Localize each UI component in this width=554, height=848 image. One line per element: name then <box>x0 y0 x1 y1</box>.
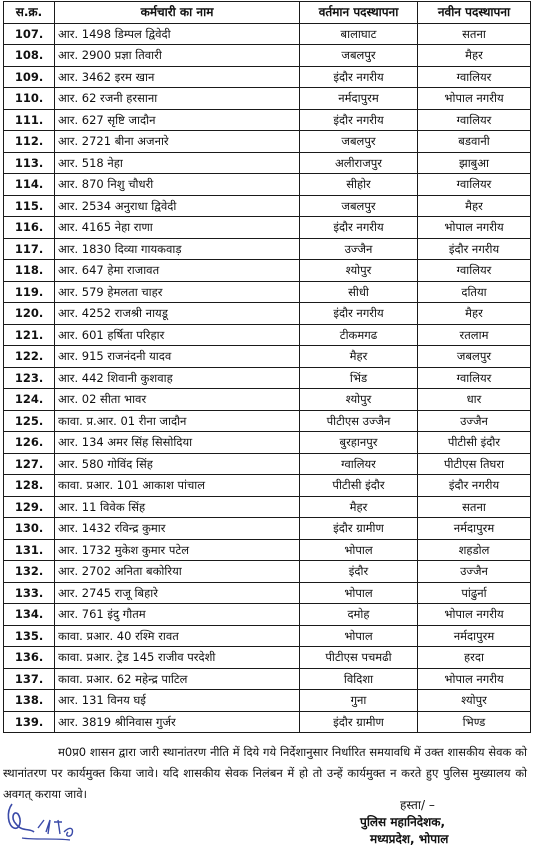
serial-cell: 109. <box>4 66 55 88</box>
table-row <box>4 389 531 411</box>
serial-cell: 136. <box>4 647 55 669</box>
serial-cell: 107. <box>4 23 55 45</box>
new-posting-cell: दतिया <box>418 281 531 303</box>
employee-name-cell: आर. 3819 श्रीनिवास गुर्जर <box>55 711 300 733</box>
employee-name-cell: आर. 2534 अनुराधा द्विवेदी <box>55 195 300 217</box>
current-posting-cell: बुरहानपुर <box>300 432 418 454</box>
current-posting-cell: विदिशा <box>300 668 418 690</box>
employee-name-cell: कावा. प्रआर. 101 आकाश पांचाल <box>55 475 300 497</box>
table-row <box>4 281 531 303</box>
current-posting-cell: जबलपुर <box>300 131 418 153</box>
new-posting-cell: बडवानी <box>418 131 531 153</box>
table-row <box>4 66 531 88</box>
new-posting-cell: भोपाल नगरीय <box>418 604 531 626</box>
employee-name-cell: आर. 1830 दिव्या गायकवाड़ <box>55 238 300 260</box>
employee-name-cell: आर. 580 गोविंद सिंह <box>55 453 300 475</box>
serial-cell: 132. <box>4 561 55 583</box>
table-row <box>4 303 531 325</box>
employee-name-cell: कावा. प्रआर. ट्रेड 145 राजीव परदेशी <box>55 647 300 669</box>
table-row <box>4 367 531 389</box>
employee-name-cell: आर. 442 शिवानी कुशवाह <box>55 367 300 389</box>
instruction-note <box>3 742 527 805</box>
current-posting-cell: दमोह <box>300 604 418 626</box>
table-row <box>4 410 531 432</box>
table-row <box>4 238 531 260</box>
current-posting-cell: इंदौर नगरीय <box>300 109 418 131</box>
table-row <box>4 647 531 669</box>
signatory-designation: पुलिस महानिदेशक, <box>360 815 446 829</box>
table-row <box>4 45 531 67</box>
employee-name-cell: आर. 131 विनय घई <box>55 690 300 712</box>
table-row <box>4 518 531 540</box>
table-row <box>4 217 531 239</box>
table-row <box>4 324 531 346</box>
table-row <box>4 346 531 368</box>
serial-cell: 117. <box>4 238 55 260</box>
serial-cell: 130. <box>4 518 55 540</box>
current-posting-cell: इंदौर नगरीय <box>300 303 418 325</box>
transfer-table <box>3 1 531 733</box>
current-posting-cell: इंदौर ग्रामीण <box>300 518 418 540</box>
current-posting-cell: भोपाल <box>300 539 418 561</box>
new-posting-cell: धार <box>418 389 531 411</box>
employee-name-cell: आर. 1732 मुकेश कुमार पटेल <box>55 539 300 561</box>
table-row <box>4 690 531 712</box>
table-row <box>4 260 531 282</box>
new-posting-cell: हरदा <box>418 647 531 669</box>
employee-name-cell: आर. 579 हेमलता चाहर <box>55 281 300 303</box>
table-row <box>4 88 531 110</box>
current-posting-cell: जबलपुर <box>300 45 418 67</box>
table-row <box>4 561 531 583</box>
serial-cell: 138. <box>4 690 55 712</box>
new-posting-cell: जबलपुर <box>418 346 531 368</box>
serial-cell: 116. <box>4 217 55 239</box>
handwritten-signature <box>4 798 84 846</box>
current-posting-cell: श्योपुर <box>300 389 418 411</box>
table-row <box>4 604 531 626</box>
new-posting-cell: पीटीएस तिघरा <box>418 453 531 475</box>
employee-name-cell: आर. 4165 नेहा राणा <box>55 217 300 239</box>
new-posting-cell: नर्मदापुरम <box>418 625 531 647</box>
serial-cell: 121. <box>4 324 55 346</box>
current-posting-cell: मैहर <box>300 346 418 368</box>
employee-name-cell: आर. 870 निशु चौधरी <box>55 174 300 196</box>
serial-cell: 137. <box>4 668 55 690</box>
new-posting-cell: मैहर <box>418 195 531 217</box>
table-row <box>4 453 531 475</box>
employee-name-cell: आर. 2745 राजू बिहारे <box>55 582 300 604</box>
header-new-posting: नवीन पदस्थापना <box>418 2 531 24</box>
employee-name-cell: आर. 518 नेहा <box>55 152 300 174</box>
table-row <box>4 582 531 604</box>
new-posting-cell: उज्जैन <box>418 410 531 432</box>
serial-cell: 122. <box>4 346 55 368</box>
serial-cell: 126. <box>4 432 55 454</box>
new-posting-cell: मैहर <box>418 303 531 325</box>
header-current-posting: वर्तमान पदस्थापना <box>300 2 418 24</box>
new-posting-cell: मैहर <box>418 45 531 67</box>
current-posting-cell: अलीराजपुर <box>300 152 418 174</box>
table-row <box>4 496 531 518</box>
employee-name-cell: कावा. प्रआर. 62 महेन्द्र पाटिल <box>55 668 300 690</box>
new-posting-cell: झाबुआ <box>418 152 531 174</box>
serial-cell: 133. <box>4 582 55 604</box>
current-posting-cell: जबलपुर <box>300 195 418 217</box>
current-posting-cell: इंदौर <box>300 561 418 583</box>
employee-name-cell: आर. 2721 बीना अजनारे <box>55 131 300 153</box>
employee-name-cell: आर. 11 विवेक सिंह <box>55 496 300 518</box>
employee-name-cell: आर. 62 रजनी हरसाना <box>55 88 300 110</box>
table-row <box>4 475 531 497</box>
header-employee-name: कर्मचारी का नाम <box>55 2 300 24</box>
new-posting-cell: पीटीसी इंदौर <box>418 432 531 454</box>
serial-cell: 114. <box>4 174 55 196</box>
new-posting-cell: श्योपुर <box>418 690 531 712</box>
new-posting-cell: भोपाल नगरीय <box>418 668 531 690</box>
serial-cell: 120. <box>4 303 55 325</box>
table-row <box>4 174 531 196</box>
new-posting-cell: सतना <box>418 496 531 518</box>
serial-cell: 118. <box>4 260 55 282</box>
new-posting-cell: भिण्ड <box>418 711 531 733</box>
new-posting-cell: सतना <box>418 23 531 45</box>
table-row <box>4 711 531 733</box>
employee-name-cell: आर. 627 सृष्टि जादौन <box>55 109 300 131</box>
serial-cell: 110. <box>4 88 55 110</box>
current-posting-cell: इंदौर ग्रामीण <box>300 711 418 733</box>
new-posting-cell: ग्वालियर <box>418 174 531 196</box>
signature-label: हस्ता/ – <box>400 798 435 812</box>
current-posting-cell: नर्मदापुरम <box>300 88 418 110</box>
serial-cell: 119. <box>4 281 55 303</box>
serial-cell: 125. <box>4 410 55 432</box>
serial-cell: 139. <box>4 711 55 733</box>
new-posting-cell: नर्मदापुरम <box>418 518 531 540</box>
serial-cell: 134. <box>4 604 55 626</box>
current-posting-cell: पीटीसी इंदौर <box>300 475 418 497</box>
employee-name-cell: आर. 1432 रविन्द्र कुमार <box>55 518 300 540</box>
new-posting-cell: ग्वालियर <box>418 109 531 131</box>
current-posting-cell: इंदौर नगरीय <box>300 66 418 88</box>
employee-name-cell: आर. 915 राजनंदनी यादव <box>55 346 300 368</box>
serial-cell: 115. <box>4 195 55 217</box>
new-posting-cell: भोपाल नगरीय <box>418 217 531 239</box>
employee-name-cell: आर. 761 इंदु गौतम <box>55 604 300 626</box>
table-header-row <box>4 2 531 24</box>
serial-cell: 124. <box>4 389 55 411</box>
employee-name-cell: आर. 647 हेमा राजावत <box>55 260 300 282</box>
employee-name-cell: आर. 3462 इरम खान <box>55 66 300 88</box>
current-posting-cell: उज्जैन <box>300 238 418 260</box>
new-posting-cell: रतलाम <box>418 324 531 346</box>
table-row <box>4 625 531 647</box>
current-posting-cell: भोपाल <box>300 582 418 604</box>
current-posting-cell: टीकमगढ <box>300 324 418 346</box>
employee-name-cell: आर. 134 अमर सिंह सिसोदिया <box>55 432 300 454</box>
table-row <box>4 432 531 454</box>
table-row <box>4 131 531 153</box>
table-row <box>4 109 531 131</box>
employee-name-cell: कावा. प्रआर. 40 रश्मि रावत <box>55 625 300 647</box>
current-posting-cell: बालाघाट <box>300 23 418 45</box>
employee-name-cell: आर. 1498 डिम्पल द्विवेदी <box>55 23 300 45</box>
new-posting-cell: ग्वालियर <box>418 66 531 88</box>
employee-name-cell: आर. 601 हर्षिता परिहार <box>55 324 300 346</box>
new-posting-cell: शहडोल <box>418 539 531 561</box>
employee-name-cell: आर. 2702 अनिता बकोरिया <box>55 561 300 583</box>
serial-cell: 108. <box>4 45 55 67</box>
serial-cell: 129. <box>4 496 55 518</box>
new-posting-cell: भोपाल नगरीय <box>418 88 531 110</box>
table-row <box>4 23 531 45</box>
current-posting-cell: भोपाल <box>300 625 418 647</box>
current-posting-cell: पीटीएस उज्जैन <box>300 410 418 432</box>
header-serial: स.क्र. <box>4 2 55 24</box>
current-posting-cell: गुना <box>300 690 418 712</box>
note-text: म0प्र0 शासन द्वारा जारी स्थानांतरण नीति में दिये गये निर्देशानुसार निर्धारित समयावधि में उक्त शासकीय सेवक को स्थानांतरण पर कार्यमुक्त किया जावे। यदि शासकीय सेवक निलंबन में हो तो उन्हें कार्यमुक्त न करते हुए पुलिस मुख्यालय को अवगत् कराया जावे। <box>3 745 527 801</box>
new-posting-cell: ग्वालियर <box>418 367 531 389</box>
employee-name-cell: आर. 4252 राजश्री नायडू <box>55 303 300 325</box>
serial-cell: 123. <box>4 367 55 389</box>
serial-cell: 127. <box>4 453 55 475</box>
table-row <box>4 539 531 561</box>
table-row <box>4 195 531 217</box>
table-body <box>4 23 531 733</box>
current-posting-cell: सीहोर <box>300 174 418 196</box>
current-posting-cell: श्योपुर <box>300 260 418 282</box>
current-posting-cell: इंदौर नगरीय <box>300 217 418 239</box>
employee-name-cell: आर. 2900 प्रज्ञा तिवारी <box>55 45 300 67</box>
table-row <box>4 668 531 690</box>
serial-cell: 111. <box>4 109 55 131</box>
new-posting-cell: पांढुर्ना <box>418 582 531 604</box>
table-row <box>4 152 531 174</box>
new-posting-cell: उज्जैन <box>418 561 531 583</box>
serial-cell: 113. <box>4 152 55 174</box>
employee-name-cell: कावा. प्र.आर. 01 रीना जादौन <box>55 410 300 432</box>
current-posting-cell: मैहर <box>300 496 418 518</box>
new-posting-cell: ग्वालियर <box>418 260 531 282</box>
current-posting-cell: सीधी <box>300 281 418 303</box>
new-posting-cell: इंदौर नगरीय <box>418 238 531 260</box>
serial-cell: 131. <box>4 539 55 561</box>
new-posting-cell: इंदौर नगरीय <box>418 475 531 497</box>
current-posting-cell: भिंड <box>300 367 418 389</box>
current-posting-cell: पीटीएस पचमढी <box>300 647 418 669</box>
serial-cell: 112. <box>4 131 55 153</box>
current-posting-cell: ग्वालियर <box>300 453 418 475</box>
signatory-place: मध्यप्रदेश, भोपाल <box>370 832 449 846</box>
employee-name-cell: आर. 02 सीता भावर <box>55 389 300 411</box>
serial-cell: 135. <box>4 625 55 647</box>
serial-cell: 128. <box>4 475 55 497</box>
